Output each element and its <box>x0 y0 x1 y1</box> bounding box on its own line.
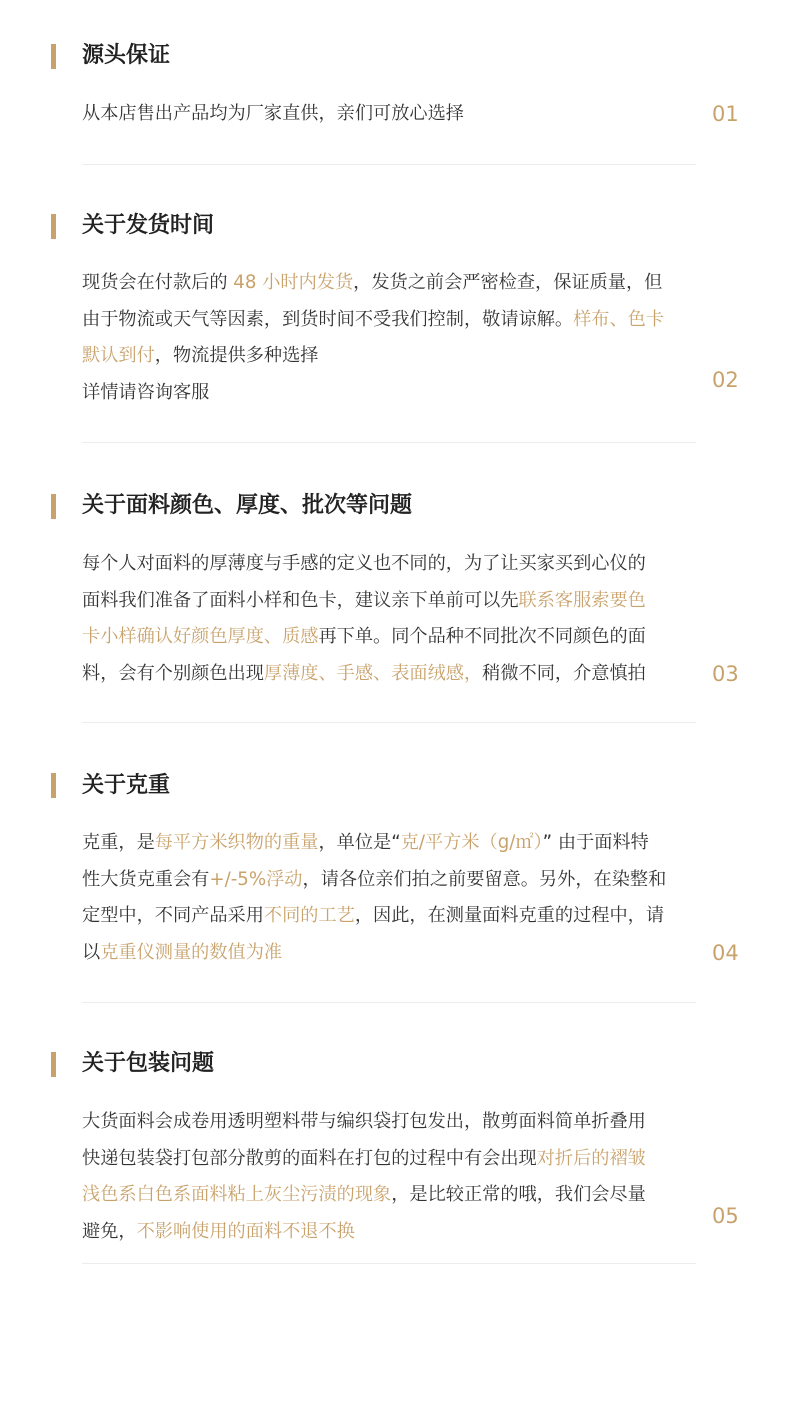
highlight-text: 对折后的褶皱 <box>536 1147 646 1169</box>
section-number: 05 <box>712 1204 739 1228</box>
highlight-text: 联系客服索要色 <box>518 589 646 611</box>
heading-accent-bar <box>51 494 56 519</box>
text-run: ，请各位亲们拍之前要留意。另外，在染整和 <box>302 868 667 890</box>
heading-accent-bar <box>51 773 56 798</box>
body-line <box>82 862 702 899</box>
section-title: 源头保证 <box>82 43 171 68</box>
highlight-text: 样布、色卡 <box>573 308 665 330</box>
section-body <box>82 96 702 133</box>
body-line <box>82 338 702 375</box>
body-line <box>82 375 702 412</box>
text-run: 面料我们准备了面料小样和色卡，建议亲下单前可以先 <box>82 589 519 611</box>
highlight-text: 卡小样确认好颜色厚度、质感 <box>82 626 319 647</box>
section-body <box>82 825 702 971</box>
heading-accent-bar <box>51 1052 56 1077</box>
section-body <box>82 265 702 411</box>
text-run: ，物流提供多种选择 <box>154 345 319 366</box>
body-line <box>82 898 702 935</box>
section-title: 关于发货时间 <box>82 213 215 238</box>
body-line <box>82 96 702 133</box>
body-line <box>82 265 702 302</box>
divider <box>82 1263 696 1264</box>
highlight-text: 48 小时内发货 <box>233 272 354 293</box>
section-number: 03 <box>712 662 739 686</box>
body-line <box>82 1104 702 1141</box>
text-run: 详情请咨询客服 <box>82 381 210 403</box>
section-number: 04 <box>712 941 739 965</box>
highlight-text: +/-5%浮动 <box>209 868 303 890</box>
section-number: 01 <box>712 102 739 126</box>
body-line <box>82 546 702 583</box>
text-run: 再下单。同个品种不同批次不同颜色的面 <box>318 626 646 647</box>
body-line <box>82 1141 702 1178</box>
text-run: 以 <box>82 941 101 963</box>
heading-accent-bar <box>51 214 56 239</box>
highlight-text: 克/平方米（g/㎡） <box>400 832 543 853</box>
section-title: 关于克重 <box>82 773 171 798</box>
body-line <box>82 302 702 339</box>
text-run: 性大货克重会有 <box>82 868 210 890</box>
text-run: 从本店售出产品均为厂家直供，亲们可放心选择 <box>82 103 464 124</box>
highlight-text: 厚薄度、手感、表面绒感， <box>263 662 483 684</box>
divider <box>82 722 696 723</box>
divider <box>82 1002 696 1003</box>
section-number: 02 <box>712 368 739 392</box>
highlight-text: 默认到付 <box>82 345 155 366</box>
highlight-text: 浅色系白色系面料粘上灰尘污渍的现象 <box>82 1184 392 1205</box>
text-run: ” 由于面料特 <box>542 832 649 853</box>
body-line <box>82 583 702 620</box>
text-run: ，单位是“ <box>318 832 401 853</box>
text-run: ，因此，在测量面料克重的过程中，请 <box>354 905 665 926</box>
body-line <box>82 619 702 656</box>
body-line <box>82 935 702 972</box>
section-body <box>82 1104 702 1250</box>
highlight-text: 不同的工艺 <box>263 905 355 926</box>
highlight-text: 每平方米织物的重量 <box>154 832 319 853</box>
text-run: 克重，是 <box>82 832 155 853</box>
text-run: 快递包装袋打包部分散剪的面料在打包的过程中有会出现 <box>82 1147 537 1169</box>
divider <box>82 164 696 165</box>
text-run: 避免， <box>82 1220 137 1242</box>
section-title: 关于面料颜色、厚度、批次等问题 <box>82 493 413 518</box>
text-run: 现货会在付款后的 <box>82 272 234 293</box>
divider <box>82 442 696 443</box>
highlight-text: 不影响使用的面料不退不换 <box>136 1220 355 1242</box>
text-run: 料，会有个别颜色出现 <box>82 662 264 684</box>
section-body <box>82 546 702 692</box>
highlight-text: 克重仪测量的数值为准 <box>100 941 283 963</box>
text-run: 定型中，不同产品采用 <box>82 905 264 926</box>
text-run: 稍微不同，介意慎拍 <box>482 662 646 684</box>
text-run: 大货面料会成卷用透明塑料带与编织袋打包发出，散剪面料简单折叠用 <box>82 1111 646 1132</box>
body-line <box>82 825 702 862</box>
body-line <box>82 1177 702 1214</box>
section-title: 关于包装问题 <box>82 1051 215 1076</box>
body-line <box>82 656 702 693</box>
body-line <box>82 1214 702 1251</box>
text-run: 每个人对面料的厚薄度与手感的定义也不同的，为了让买家买到心仪的 <box>82 553 646 574</box>
text-run: ，发货之前会严密检查，保证质量，但 <box>353 272 663 293</box>
text-run: 由于物流或天气等因素，到货时间不受我们控制，敬请谅解。 <box>82 308 574 330</box>
text-run: ，是比较正常的哦，我们会尽量 <box>391 1184 646 1205</box>
heading-accent-bar <box>51 44 56 69</box>
